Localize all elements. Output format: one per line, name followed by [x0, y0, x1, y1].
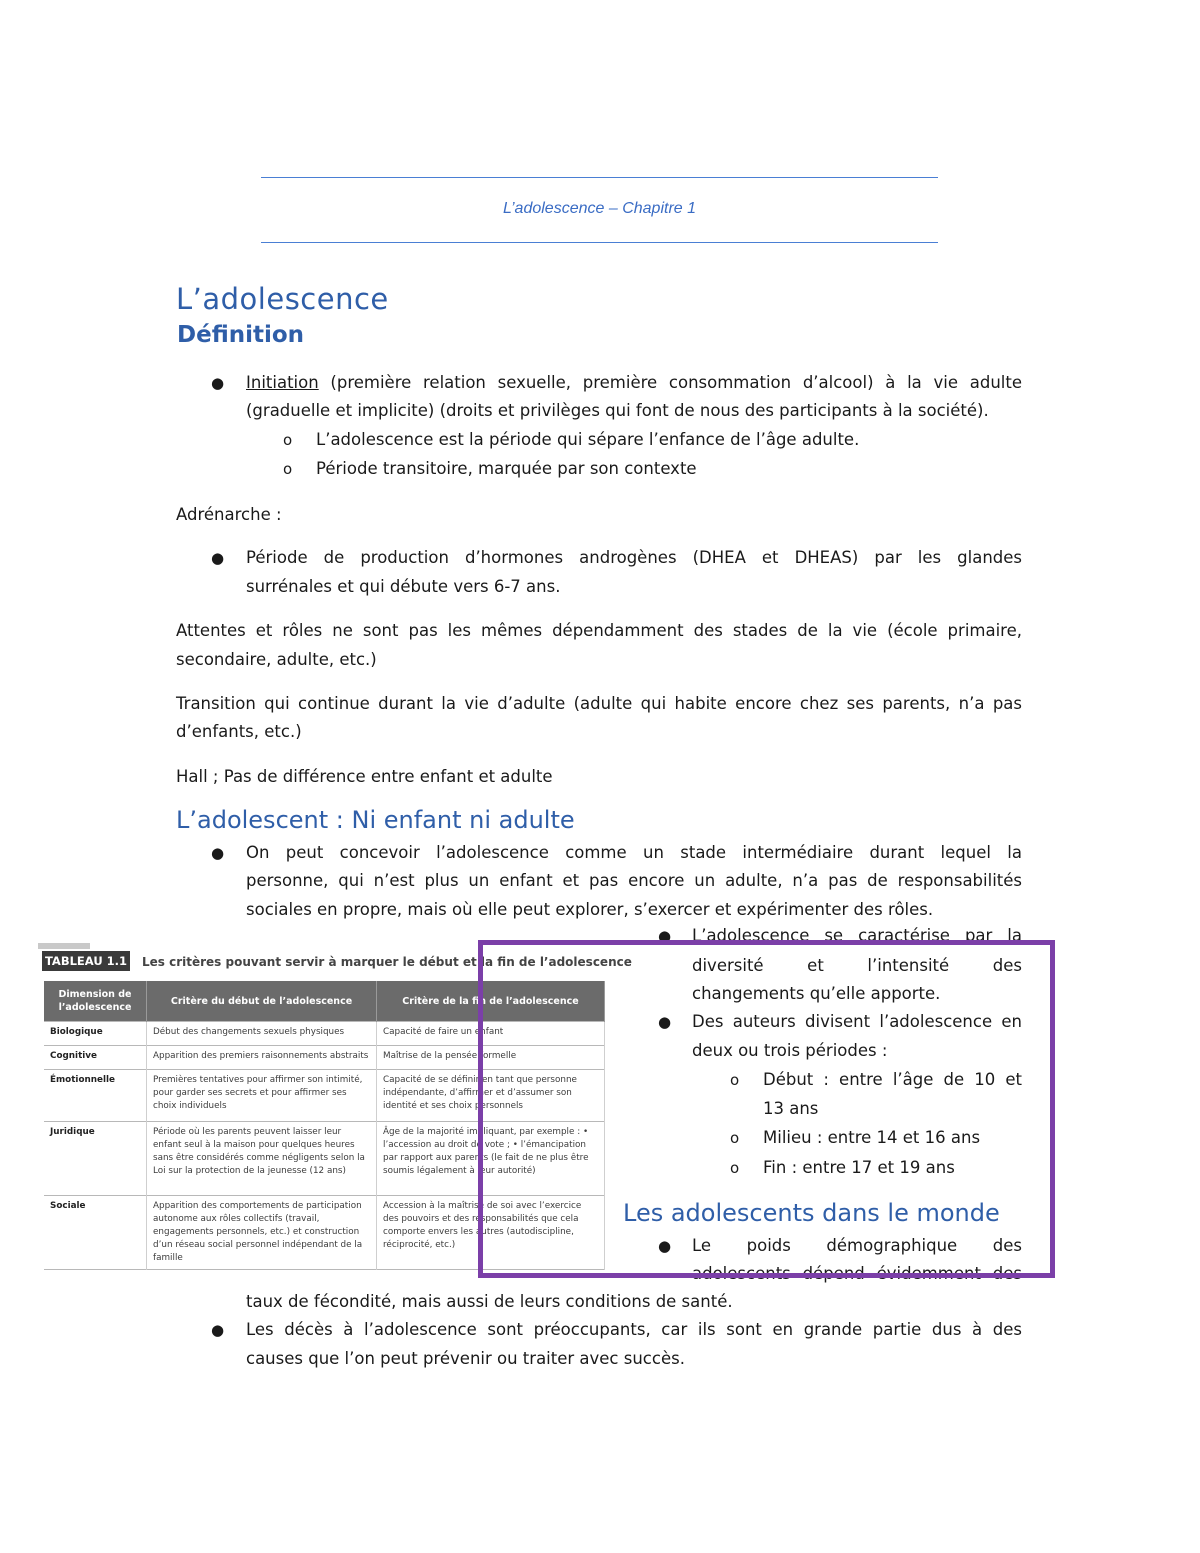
bullet-dot: ● — [211, 1321, 225, 1339]
paragraph-attentes-line2: secondaire, adulte, etc.) — [176, 650, 377, 669]
period-debut-line2: 13 ans — [763, 1099, 819, 1118]
table-label: TABLEAU 1.1 — [42, 951, 130, 971]
table-header-cell: Critère du début de l’adolescence — [147, 981, 377, 1022]
paragraph-transition-line1: Transition qui continue durant la vie d’adulte (adulte qui habite encore chez ses parents, n’a pas — [176, 694, 1022, 713]
table-cell: Début des changements sexuels physiques — [147, 1022, 377, 1046]
table-cell: Capacité de faire un enfant — [377, 1022, 605, 1046]
table-cell: Premières tentatives pour affirmer son intimité, pour garder ses secrets et pour affirmer ses choix individuels — [147, 1070, 377, 1122]
period-debut-line1: Début : entre l’âge de 10 et — [763, 1070, 1022, 1089]
sub-bullet-circle: o — [730, 1159, 740, 1177]
definition-sub2: Période transitoire, marquée par son contexte — [316, 459, 697, 478]
sub-bullet-circle: o — [730, 1129, 740, 1147]
adolescent-bullet2-line3: changements qu’elle apporte. — [692, 984, 941, 1003]
header-rule-bottom — [261, 242, 938, 243]
adrenarche-bullet-line2: surrénales et qui débute vers 6-7 ans. — [246, 577, 561, 596]
monde-bullet1-line2: adolescents dépend évidemment des — [692, 1264, 1022, 1283]
monde-bullet2-line1: Les décès à l’adolescence sont préoccupants, car ils sont en grande partie dus à des — [246, 1320, 1022, 1339]
paragraph-attentes-line1: Attentes et rôles ne sont pas les mêmes dépendamment des stades de la vie (école primaire, — [176, 621, 1022, 640]
table-cell: Période où les parents peuvent laisser leur enfant seul à la maison pour quelques heures sans être considérés comme négligents selon la Loi sur la protection de la jeunesse (12 ans) — [147, 1122, 377, 1196]
header-rule-top — [261, 177, 938, 178]
bullet-dot: ● — [658, 927, 672, 945]
adrenarche-label: Adrénarche : — [176, 505, 282, 524]
paragraph-transition-line2: d’enfants, etc.) — [176, 722, 302, 741]
page-title: L’adolescence — [176, 282, 389, 316]
bullet-dot: ● — [211, 844, 225, 862]
bullet-dot: ● — [658, 1013, 672, 1031]
table-header-cell: Critère de la fin de l’adolescence — [377, 981, 605, 1022]
paragraph-hall: Hall ; Pas de différence entre enfant et adulte — [176, 767, 553, 786]
table-title: Les critères pouvant servir à marquer le début et la fin de l’adolescence — [142, 955, 632, 969]
sub-bullet-circle: o — [283, 431, 293, 449]
definition-bullet-line1 — [246, 373, 1022, 393]
sub-bullet-circle: o — [283, 460, 293, 478]
table-label-tab — [38, 943, 90, 949]
bullet-dot: ● — [211, 374, 225, 392]
initiation-term: Initiation — [246, 373, 319, 392]
table-cell: Juridique — [44, 1122, 147, 1196]
monde-bullet1-line3: taux de fécondité, mais aussi de leurs conditions de santé. — [246, 1292, 733, 1311]
table-header-cell: Dimension de l’adolescence — [44, 981, 147, 1022]
table-cell: Âge de la majorité impliquant, par exemple : • l’accession au droit de vote ; • l’émancipation par rapport aux parents (le fait de ne plus être soumis légalement à leur autorité) — [377, 1122, 605, 1196]
section-heading-adolescent: L’adolescent : Ni enfant ni adulte — [176, 806, 575, 834]
table-cell: Apparition des comportements de participation autonome aux rôles collectifs (travail, engagements personnels, etc.) et construction d’un réseau social personnel indépendant de la famille — [147, 1196, 377, 1270]
adolescent-bullet2-line2: diversité et l’intensité des — [692, 956, 1022, 975]
adolescent-bullet3-line1: Des auteurs divisent l’adolescence en — [692, 1012, 1022, 1031]
table-cell: Biologique — [44, 1022, 147, 1046]
page-header-title: L’adolescence – Chapitre 1 — [502, 200, 697, 217]
table-cell: Cognitive — [44, 1046, 147, 1070]
table-cell: Maîtrise de la pensée formelle — [377, 1046, 605, 1070]
period-fin: Fin : entre 17 et 19 ans — [763, 1158, 955, 1177]
definition-sub1: L’adolescence est la période qui sépare l’enfance de l’âge adulte. — [316, 430, 860, 449]
bullet-dot: ● — [658, 1237, 672, 1255]
adolescent-bullet1-line3: sociales en propre, mais où elle peut explorer, s’exercer et expérimenter des rôles. — [246, 900, 934, 919]
table-cell: Accession à la maîtrise de soi avec l’exercice des pouvoirs et des responsabilités que cela comporte envers les autres (autodiscipline, réciprocité, etc.) — [377, 1196, 605, 1270]
bullet-dot: ● — [211, 549, 225, 567]
adrenarche-bullet-line1: Période de production d’hormones androgènes (DHEA et DHEAS) par les glandes — [246, 548, 1022, 567]
table-cell: Apparition des premiers raisonnements abstraits — [147, 1046, 377, 1070]
period-milieu: Milieu : entre 14 et 16 ans — [763, 1128, 981, 1147]
table-cell: Émotionnelle — [44, 1070, 147, 1122]
adolescent-bullet3-line2: deux ou trois périodes : — [692, 1041, 888, 1060]
definition-bullet-text: (première relation sexuelle, première consommation d’alcool) à la vie adulte — [318, 373, 1022, 392]
section-heading-definition: Définition — [177, 322, 305, 348]
adolescent-bullet1-line2: personne, qui n’est plus un enfant et pas encore un adulte, n’a pas de responsabilités — [246, 871, 1022, 890]
table-cell: Sociale — [44, 1196, 147, 1270]
sub-bullet-circle: o — [730, 1071, 740, 1089]
adolescent-bullet1-line1: On peut concevoir l’adolescence comme un stade intermédiaire durant lequel la — [246, 843, 1022, 862]
table-cell: Capacité de se définir en tant que personne indépendante, d’affirmer et d’assumer son identité et ses choix personnels — [377, 1070, 605, 1122]
monde-bullet1-line1: Le poids démographique des — [692, 1236, 1022, 1255]
monde-bullet2-line2: causes que l’on peut prévenir ou traiter avec succès. — [246, 1349, 685, 1368]
adolescent-bullet2-line1: L’adolescence se caractérise par la — [692, 926, 1022, 945]
definition-bullet-line2: (graduelle et implicite) (droits et privilèges qui font de nous des participants à la société). — [246, 401, 989, 420]
section-heading-monde: Les adolescents dans le monde — [623, 1199, 1000, 1227]
highlight-box — [478, 940, 1055, 1278]
